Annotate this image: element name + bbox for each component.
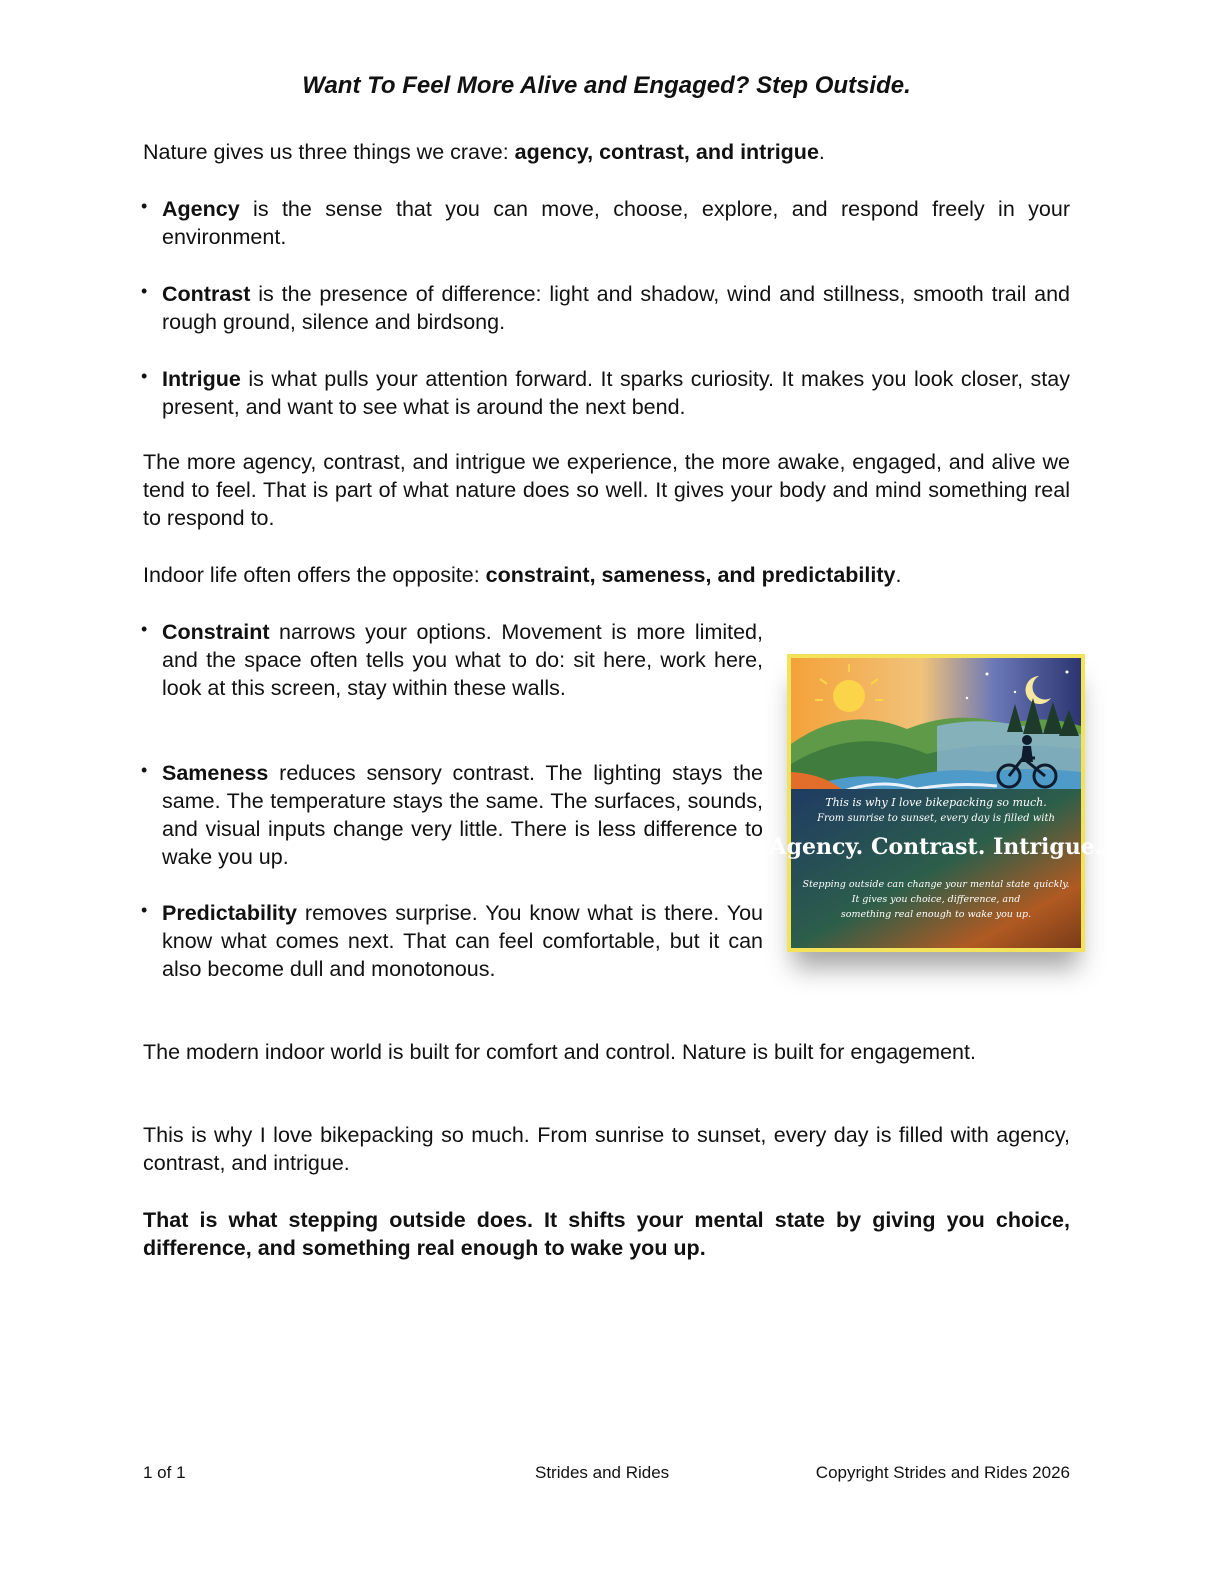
definition-sameness: reduces sensory contrast. The lighting stays the same. The temperature stays the same. The surfaces, sounds, and visual inputs change very little. There is less difference to wake you up. [162, 761, 763, 869]
indoor-tail: . [895, 563, 902, 587]
footer-copyright: Copyright Strides and Rides 2026 [815, 1463, 1070, 1482]
figure-line-3: Stepping outside can change your mental state quickly. [802, 879, 1070, 890]
definition-intrigue: is what pulls your attention forward. It sparks curiosity. It makes you look closer, stay present, and want to see what is around the next bend. [162, 367, 1070, 419]
footer-center-title: Strides and Rides [535, 1463, 670, 1482]
bullet-icon: • [141, 196, 148, 216]
modern-paragraph: The modern indoor world is built for comfort and control. Nature is built for engagement. [143, 1040, 976, 1064]
bullet-icon: • [141, 366, 148, 386]
indoor-lead: Indoor life often offers the opposite: [143, 563, 486, 587]
bullet-icon: • [141, 281, 148, 301]
list-item-sameness [143, 759, 763, 871]
definition-constraint: narrows your options. Movement is more limited, and the space often tells you what to do: sit here, work here, look at this screen, stay within these walls. [162, 620, 763, 700]
term-constraint: Constraint [162, 620, 270, 644]
term-agency: Agency [162, 197, 240, 221]
intro-bold: agency, contrast, and intrigue [514, 140, 819, 164]
middle-paragraph: The more agency, contrast, and intrigue we experience, the more awake, engaged, and alive we tend to feel. That is part of what nature does so well. It gives your body and mind something real to respond to. [143, 450, 1070, 530]
footer-page-number: 1 of 1 [143, 1463, 186, 1482]
indoor-bold: constraint, sameness, and predictability [485, 563, 896, 587]
definition-agency: is the sense that you can move, choose, explore, and respond freely in your environment. [162, 197, 1070, 249]
term-intrigue: Intrigue [162, 367, 241, 391]
illustration-graphic [769, 654, 1103, 952]
definition-predictability: removes surprise. You know what is there. You know what comes next. That can feel comfortable, but it can also become dull and monotonous. [162, 901, 763, 981]
intro-tail: . [818, 140, 825, 164]
figure-line-2: From sunrise to sunset, every day is filled with [817, 813, 1055, 824]
intro-paragraph [143, 138, 1070, 166]
figure-line-5: something real enough to wake you up. [840, 909, 1032, 920]
figure-line-4: It gives you choice, difference, and [851, 894, 1021, 905]
figure-line-1: This is why I love bikepacking so much. [825, 796, 1047, 809]
bullet-icon: • [141, 900, 148, 920]
definition-contrast: is the presence of difference: light and shadow, wind and stillness, smooth trail and rough ground, silence and birdsong. [162, 282, 1070, 334]
bullet-icon: • [141, 619, 148, 639]
list-item-agency [143, 195, 1070, 251]
bullet-icon: • [141, 760, 148, 780]
list-item-constraint [143, 618, 763, 702]
bikepacking-illustration [769, 654, 1103, 952]
list-item-predictability [143, 899, 763, 983]
term-sameness: Sameness [162, 761, 269, 785]
term-predictability: Predictability [162, 901, 298, 925]
term-contrast: Contrast [162, 282, 251, 306]
sun-icon [833, 680, 865, 712]
closing-paragraph: That is what stepping outside does. It shifts your mental state by giving you choice, difference, and something real enough to wake you up. [143, 1208, 1070, 1260]
page-title: Want To Feel More Alive and Engaged? Step Outside. [302, 72, 911, 99]
figure-headline: Agency. Contrast. Intrigue. [769, 834, 1103, 860]
intro-lead: Nature gives us three things we crave: [143, 140, 515, 164]
list-item-intrigue [143, 365, 1070, 421]
indoor-paragraph [143, 561, 1070, 589]
list-item-contrast [143, 280, 1070, 336]
bikepacking-paragraph: This is why I love bikepacking so much. From sunrise to sunset, every day is filled with agency, contrast, and intrigue. [143, 1123, 1070, 1175]
